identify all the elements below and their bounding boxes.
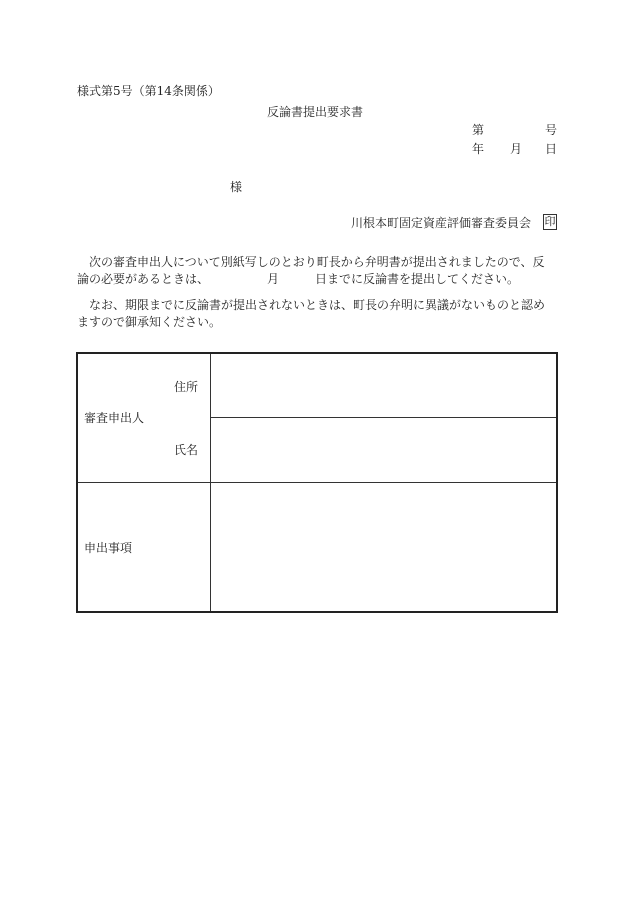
document-number-label: 第 xyxy=(472,123,485,137)
date-month-label: 月 xyxy=(510,142,523,156)
document-title: 反論書提出要求書 xyxy=(266,105,363,119)
applicant-label: 審査申出人 xyxy=(84,411,145,425)
applicant-form-table xyxy=(76,352,558,613)
paragraph-line xyxy=(77,297,558,314)
paragraph-text: なお、期限までに反論書が提出されないときは、町長の弁明に異議がないものと認め xyxy=(89,298,546,312)
table-divider xyxy=(210,417,556,418)
document-number-suffix: 号 xyxy=(545,123,558,137)
paragraph-text: 次の審査申出人について別紙写しのとおり町長から弁明書が提出されましたので、反 xyxy=(89,255,545,269)
form-number: 様式第5号（第14条関係） xyxy=(77,84,220,98)
request-paragraph xyxy=(77,254,558,288)
matter-label: 申出事項 xyxy=(84,541,133,555)
deadline-month-label: 月 xyxy=(267,272,280,286)
date-day-label: 日 xyxy=(545,142,558,156)
notice-paragraph xyxy=(77,297,558,331)
seal-mark: 印 xyxy=(544,215,556,228)
paragraph-line xyxy=(77,314,558,331)
paragraph-line xyxy=(77,254,558,271)
addressee-honorific: 様 xyxy=(230,180,243,194)
name-label: 氏名 xyxy=(174,443,199,457)
address-label: 住所 xyxy=(174,380,199,394)
paragraph-text: 日までに反論書を提出してください。 xyxy=(315,272,520,286)
paragraph-text: 論の必要があるときは、 xyxy=(77,272,210,286)
date-year-label: 年 xyxy=(472,142,485,156)
table-divider xyxy=(78,482,556,483)
paragraph-line xyxy=(77,271,558,288)
table-divider xyxy=(210,354,211,611)
committee-name: 川根本町固定資産評価審査委員会 xyxy=(350,216,531,230)
paragraph-text: ますので御承知ください。 xyxy=(77,315,222,329)
